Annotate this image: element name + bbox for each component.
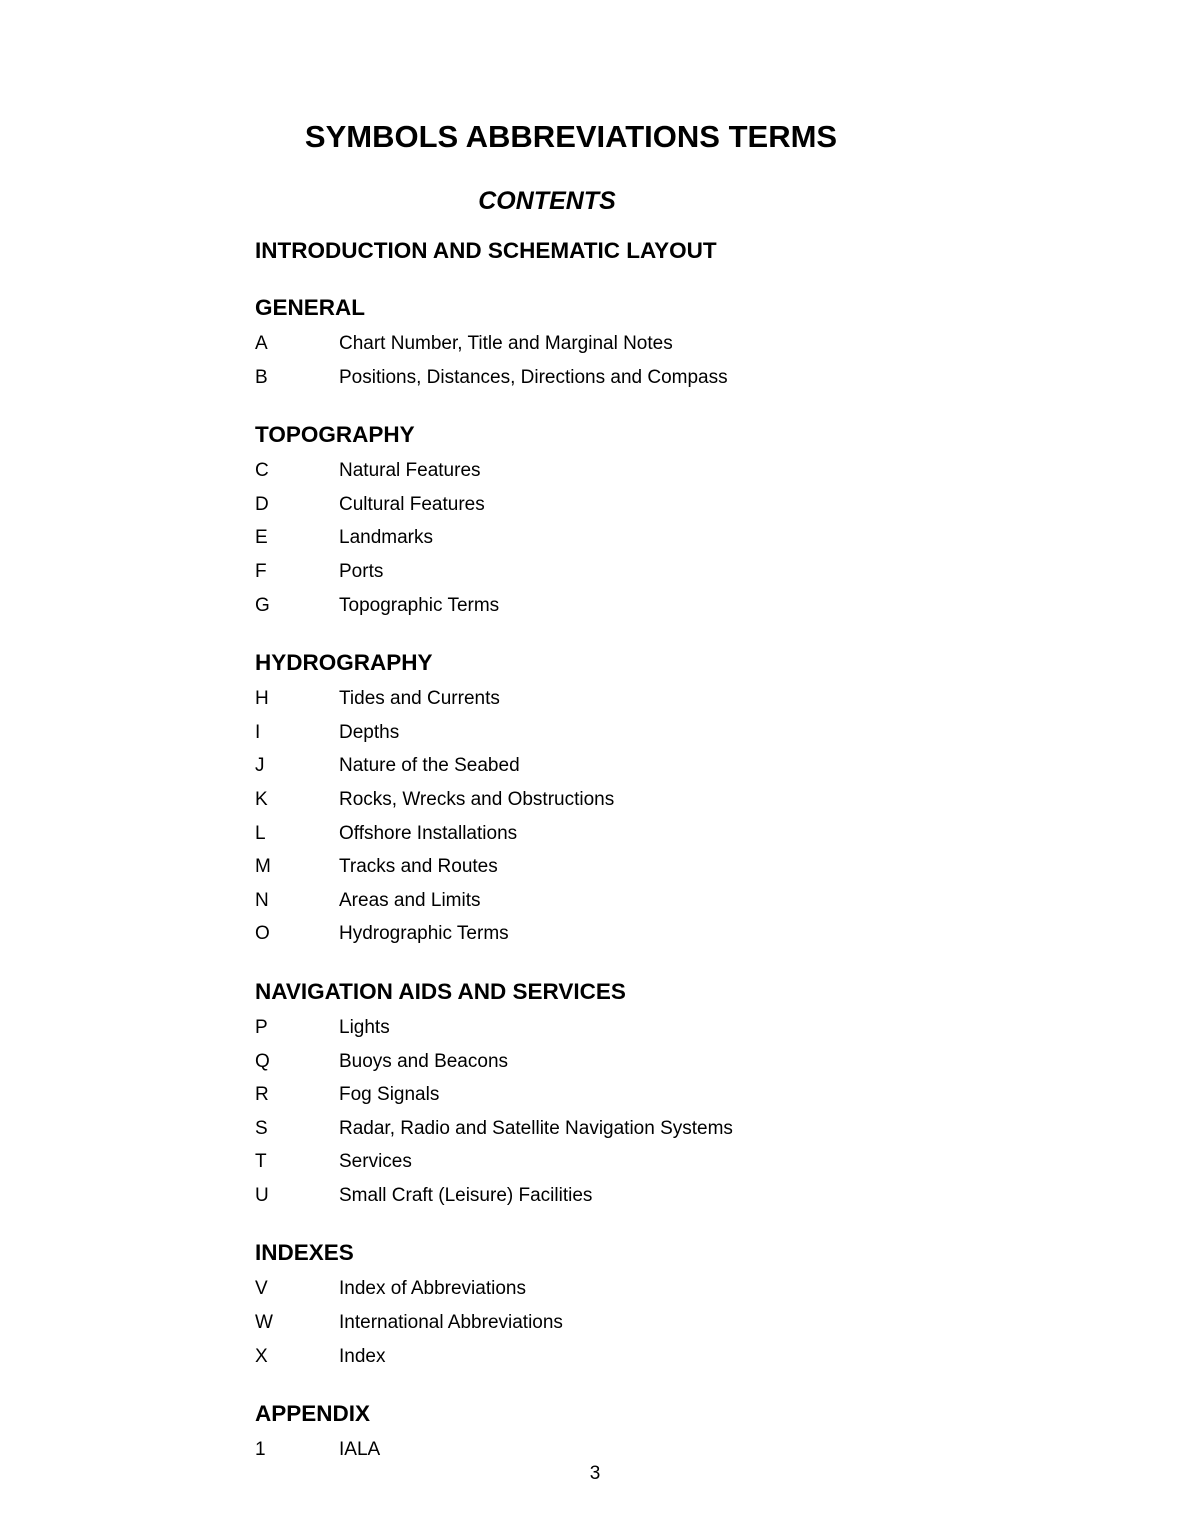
- entry-list: [255, 1011, 955, 1213]
- entry-letter: M: [255, 856, 271, 878]
- toc-section: [255, 647, 955, 951]
- entry-letter: L: [255, 822, 266, 844]
- toc-entry: [255, 1145, 955, 1179]
- entry-title: Services: [339, 1151, 412, 1173]
- toc-entry: [255, 1112, 955, 1146]
- page-number: 3: [589, 1463, 601, 1484]
- entry-title: Radar, Radio and Satellite Navigation Systems: [339, 1117, 733, 1139]
- toc-entry: [255, 1306, 955, 1340]
- entry-letter: 1: [255, 1439, 266, 1461]
- toc-entry: [255, 555, 955, 589]
- entry-letter: A: [255, 333, 268, 354]
- entry-title: Hydrographic Terms: [339, 923, 509, 945]
- entry-letter: I: [255, 721, 261, 743]
- entry-title: Positions, Distances, Directions and Compass: [339, 366, 728, 388]
- entry-letter: U: [255, 1184, 269, 1206]
- entry-letter: E: [255, 527, 268, 549]
- entry-letter: K: [255, 788, 268, 810]
- entry-title: Lights: [339, 1016, 390, 1038]
- entry-letter: P: [255, 1016, 268, 1038]
- entry-letter: Q: [255, 1050, 270, 1072]
- table-of-contents: [255, 235, 955, 1467]
- entry-letter: X: [255, 1345, 268, 1367]
- toc-entry: [255, 817, 955, 851]
- entry-letter: S: [255, 1117, 268, 1139]
- entry-title: Chart Number, Title and Marginal Notes: [339, 333, 673, 354]
- toc-entry: [255, 1179, 955, 1213]
- toc-entry: [255, 454, 955, 488]
- toc-entry: [255, 1272, 955, 1306]
- entry-title: Natural Features: [339, 460, 481, 482]
- toc-section: [255, 1237, 955, 1373]
- section-heading: NAVIGATION AIDS AND SERVICES: [255, 978, 626, 1004]
- toc-entry: [255, 589, 955, 623]
- entry-letter: D: [255, 493, 269, 515]
- entry-letter: N: [255, 889, 269, 911]
- entry-title: Rocks, Wrecks and Obstructions: [339, 788, 615, 810]
- entry-title: International Abbreviations: [339, 1312, 563, 1334]
- toc-section: [255, 419, 955, 622]
- toc-entry: [255, 716, 955, 750]
- entry-title: Index of Abbreviations: [339, 1278, 526, 1300]
- toc-section: [255, 292, 955, 394]
- entry-letter: G: [255, 594, 270, 616]
- toc-entry: [255, 749, 955, 783]
- entry-title: Tracks and Routes: [339, 856, 498, 878]
- entry-title: Depths: [339, 721, 400, 743]
- entry-list: [255, 682, 955, 951]
- entry-title: Nature of the Seabed: [339, 755, 520, 777]
- toc-entry: [255, 1078, 955, 1112]
- entry-title: Landmarks: [339, 527, 433, 549]
- toc-entry: [255, 327, 955, 361]
- entry-title: Fog Signals: [339, 1084, 440, 1106]
- entry-title: Index: [339, 1345, 386, 1367]
- entry-title: IALA: [339, 1439, 381, 1461]
- section-heading: APPENDIX: [255, 1401, 371, 1427]
- entry-list: [255, 327, 955, 394]
- toc-entry: [255, 917, 955, 951]
- toc-entry: [255, 1045, 955, 1079]
- toc-entry: [255, 1340, 955, 1374]
- entry-title: Tides and Currents: [339, 688, 500, 710]
- entry-list: [255, 454, 955, 622]
- entry-title: Cultural Features: [339, 493, 485, 515]
- entry-title: Topographic Terms: [339, 594, 500, 616]
- entry-letter: T: [255, 1151, 267, 1173]
- entry-letter: F: [255, 560, 267, 582]
- entry-letter: O: [255, 923, 270, 945]
- entry-letter: J: [255, 755, 265, 777]
- entry-title: Ports: [339, 560, 384, 582]
- toc-entry: [255, 783, 955, 817]
- entry-letter: B: [255, 366, 268, 388]
- entry-letter: R: [255, 1084, 269, 1106]
- contents-heading: CONTENTS: [478, 187, 616, 215]
- toc-section: [255, 1398, 955, 1467]
- entry-letter: C: [255, 460, 269, 482]
- toc-section: [255, 235, 955, 267]
- section-heading: INDEXES: [255, 1240, 354, 1266]
- section-heading: INTRODUCTION AND SCHEMATIC LAYOUT: [255, 238, 717, 263]
- page-title: SYMBOLS ABBREVIATIONS TERMS: [304, 119, 838, 154]
- section-heading: TOPOGRAPHY: [255, 422, 415, 448]
- section-heading: HYDROGRAPHY: [255, 650, 433, 676]
- toc-section: [255, 976, 955, 1213]
- entry-list: [255, 1272, 955, 1373]
- toc-entry: [255, 682, 955, 716]
- entry-letter: W: [255, 1312, 273, 1334]
- entry-title: Buoys and Beacons: [339, 1050, 509, 1072]
- entry-title: Small Craft (Leisure) Facilities: [339, 1184, 593, 1206]
- entry-title: Areas and Limits: [339, 889, 481, 911]
- section-heading: GENERAL: [255, 295, 366, 320]
- entry-letter: V: [255, 1278, 268, 1300]
- toc-entry: [255, 361, 955, 395]
- toc-entry: [255, 884, 955, 918]
- toc-entry: [255, 1011, 955, 1045]
- toc-entry: [255, 488, 955, 522]
- entry-title: Offshore Installations: [339, 822, 518, 844]
- entry-letter: H: [255, 688, 269, 710]
- toc-entry: [255, 521, 955, 555]
- toc-entry: [255, 850, 955, 884]
